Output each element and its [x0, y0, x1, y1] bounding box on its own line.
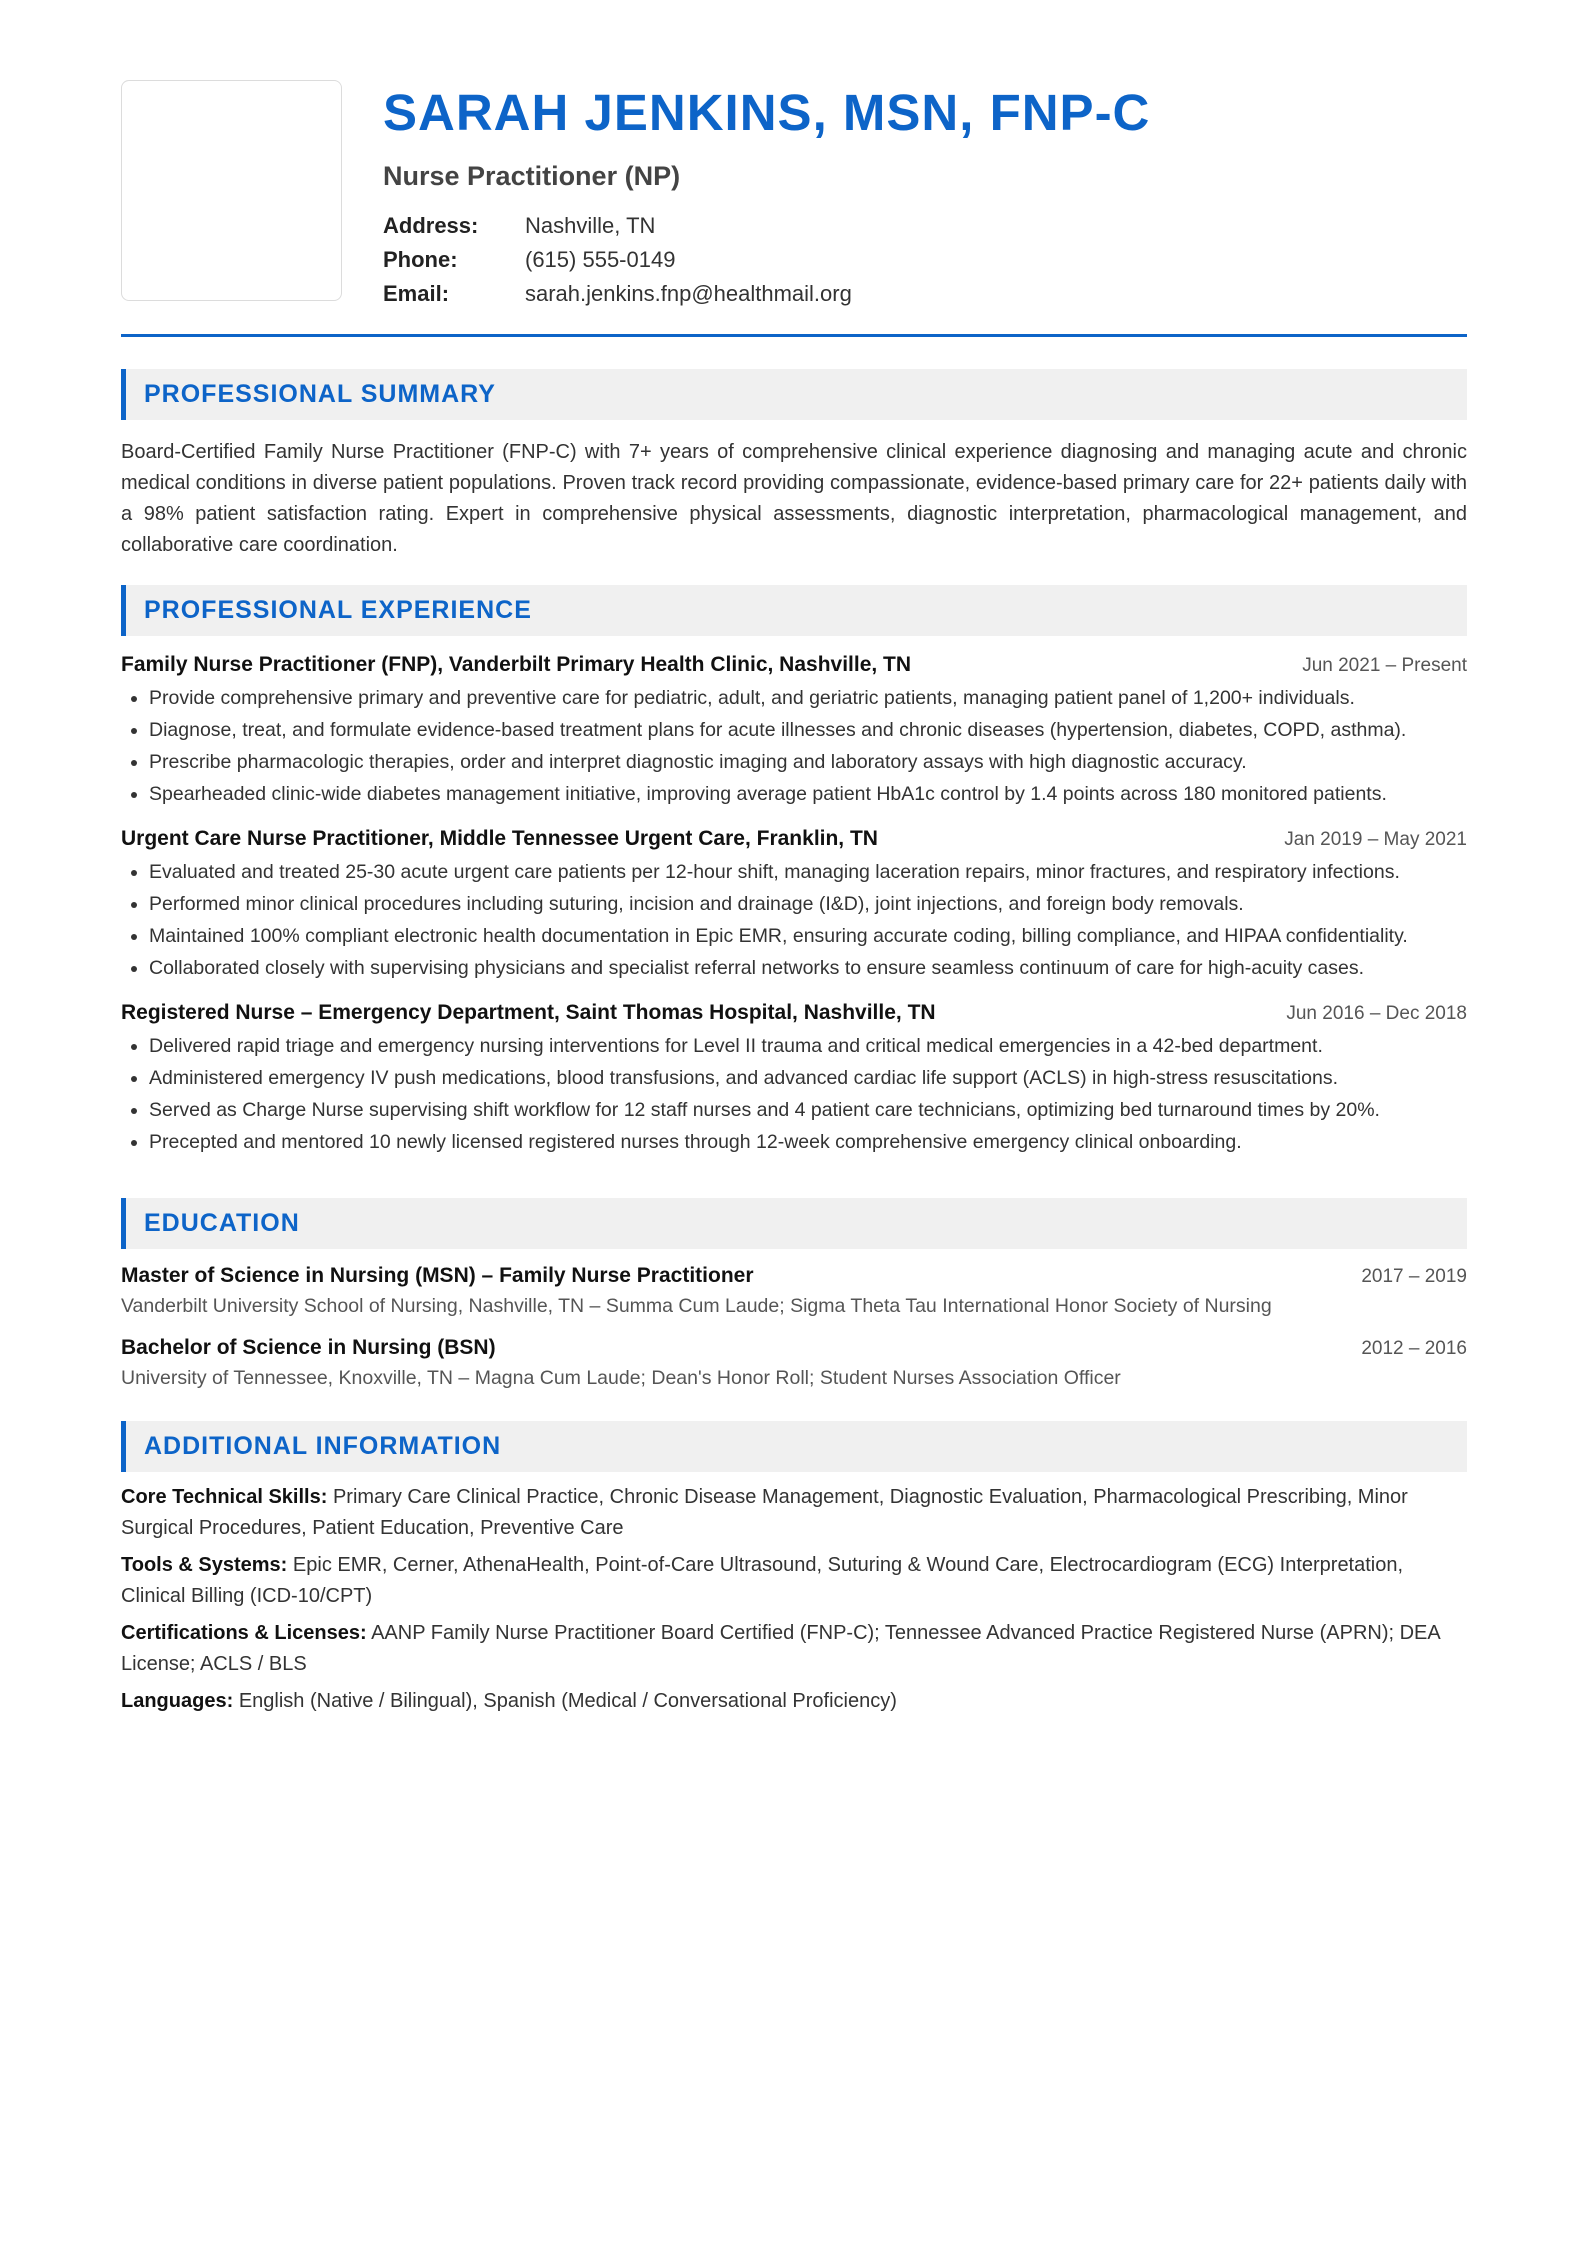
- contact-value: Nashville, TN: [525, 213, 656, 238]
- info-item: [121, 1618, 1467, 1680]
- summary-section: [121, 369, 1467, 561]
- contact-address: [383, 209, 1467, 243]
- job-dates: Jan 2019 – May 2021: [1284, 829, 1467, 850]
- job-title: Urgent Care Nurse Practitioner, Middle Tennessee Urgent Care, Franklin, TN: [121, 827, 878, 850]
- job-title: Family Nurse Practitioner (FNP), Vanderbilt Primary Health Clinic, Nashville, TN: [121, 653, 912, 676]
- job-title: Registered Nurse – Emergency Department, Saint Thomas Hospital, Nashville, TN: [121, 1001, 936, 1024]
- summary-text: Board-Certified Family Nurse Practitioner (FNP-C) with 7+ years of comprehensive clinical experience diagnosing and managing acute and chronic medical conditions in diverse patient populations. Proven track record providing compassionate, evidence-based primary care for 22+ patients daily with a 98% patient satisfaction rating. Expert in comprehensive physical assessments, diagnostic interpretation, pharmacological management, and collaborative care coordination.: [121, 441, 1467, 556]
- info-label: Languages:: [121, 1690, 234, 1712]
- education-header: [121, 1333, 1467, 1363]
- job-dates: Jun 2016 – Dec 2018: [1286, 1003, 1467, 1024]
- section-title: EDUCATION: [144, 1209, 300, 1237]
- education-dates: 2017 – 2019: [1361, 1266, 1467, 1287]
- job-entry: [121, 650, 1467, 810]
- contact-phone: [383, 243, 1467, 277]
- experience-section: [121, 585, 1467, 1158]
- section-title: PROFESSIONAL SUMMARY: [144, 380, 496, 408]
- bullet-item: • Delivered rapid triage and emergency nursing interventions for Level II trauma and critical medical emergencies in a 42-bed department.: [149, 1030, 1467, 1062]
- contact-label: Phone:: [383, 247, 458, 272]
- header-divider: [121, 334, 1467, 337]
- section-header: [121, 1421, 1467, 1472]
- bullet-item: • Administered emergency IV push medications, blood transfusions, and advanced cardiac life support (ACLS) in high-stress resuscitations.: [149, 1062, 1467, 1094]
- info-item: [121, 1482, 1467, 1544]
- section-header: [121, 369, 1467, 420]
- section-title: PROFESSIONAL EXPERIENCE: [144, 596, 532, 624]
- additional-list: [121, 1482, 1467, 1717]
- info-label: Core Technical Skills:: [121, 1486, 328, 1508]
- job-header: [121, 998, 1467, 1028]
- profile-photo-placeholder: [121, 80, 342, 301]
- bullet-item: • Diagnose, treat, and formulate evidence-based treatment plans for acute illnesses and chronic diseases (hypertension, diabetes, COPD, asthma).: [149, 714, 1467, 746]
- bullet-item: • Provide comprehensive primary and preventive care for pediatric, adult, and geriatric patients, managing patient panel of 1,200+ individuals.: [149, 682, 1467, 714]
- info-value: Primary Care Clinical Practice, Chronic Disease Management, Diagnostic Evaluation, Pharmacological Prescribing, Minor Surgical Procedures, Patient Education, Preventive Care: [121, 1486, 1408, 1539]
- bullet-item: • Evaluated and treated 25-30 acute urgent care patients per 12-hour shift, managing laceration repairs, minor fractures, and respiratory infections.: [149, 856, 1467, 888]
- education-section: [121, 1198, 1467, 1393]
- info-label: Certifications & Licenses:: [121, 1622, 367, 1644]
- job-bullets: [121, 682, 1467, 810]
- contact-label: Address:: [383, 213, 479, 238]
- job-bullets: [121, 856, 1467, 984]
- info-value: AANP Family Nurse Practitioner Board Certified (FNP-C); Tennessee Advanced Practice Registered Nurse (APRN); DEA License; ACLS / BLS: [121, 1622, 1440, 1675]
- job-header: [121, 824, 1467, 854]
- degree-title: Bachelor of Science in Nursing (BSN): [121, 1336, 496, 1359]
- job-header: [121, 650, 1467, 680]
- bullet-item: • Served as Charge Nurse supervising shift workflow for 12 staff nurses and 4 patient care technicians, optimizing bed turnaround times by 20%.: [149, 1094, 1467, 1126]
- candidate-title: Nurse Practitioner (NP): [383, 161, 681, 191]
- education-dates: 2012 – 2016: [1361, 1338, 1467, 1359]
- info-item: [121, 1550, 1467, 1612]
- education-detail: University of Tennessee, Knoxville, TN – Magna Cum Laude; Dean's Honor Roll; Student Nurses Association Officer: [121, 1367, 1121, 1389]
- contact-label: Email:: [383, 281, 450, 306]
- bullet-item: • Collaborated closely with supervising physicians and specialist referral networks to ensure seamless continuum of care for high-acuity cases.: [149, 952, 1467, 984]
- job-entry: [121, 824, 1467, 984]
- contact-email: [383, 277, 1467, 311]
- section-title: ADDITIONAL INFORMATION: [144, 1432, 502, 1460]
- additional-section: [121, 1421, 1467, 1717]
- degree-title: Master of Science in Nursing (MSN) – Family Nurse Practitioner: [121, 1264, 754, 1287]
- info-item: [121, 1686, 1467, 1717]
- bullet-item: • Spearheaded clinic-wide diabetes management initiative, improving average patient HbA1c control by 1.4 points across 180 monitored patients.: [149, 778, 1467, 810]
- candidate-name: SARAH JENKINS, MSN, FNP-C: [383, 84, 1151, 141]
- bullet-item: • Prescribe pharmacologic therapies, order and interpret diagnostic imaging and laboratory assays with high diagnostic accuracy.: [149, 746, 1467, 778]
- bullet-item: • Maintained 100% compliant electronic health documentation in Epic EMR, ensuring accurate coding, billing compliance, and HIPAA confidentiality.: [149, 920, 1467, 952]
- job-dates: Jun 2021 – Present: [1302, 655, 1467, 676]
- info-label: Tools & Systems:: [121, 1554, 288, 1576]
- contact-value: sarah.jenkins.fnp@healthmail.org: [525, 281, 852, 306]
- contact-info: [383, 209, 1467, 311]
- info-value: English (Native / Bilingual), Spanish (Medical / Conversational Proficiency): [238, 1690, 897, 1712]
- job-bullets: [121, 1030, 1467, 1158]
- job-entry: [121, 998, 1467, 1158]
- contact-value: (615) 555-0149: [525, 247, 676, 272]
- education-header: [121, 1261, 1467, 1291]
- section-header: [121, 585, 1467, 636]
- education-entry: [121, 1333, 1467, 1393]
- education-entry: [121, 1261, 1467, 1321]
- header-text: [383, 82, 1467, 311]
- education-detail: Vanderbilt University School of Nursing, Nashville, TN – Summa Cum Laude; Sigma Theta Tau International Honor Society of Nursing: [121, 1295, 1272, 1317]
- section-header: [121, 1198, 1467, 1249]
- info-value: Epic EMR, Cerner, AthenaHealth, Point-of-Care Ultrasound, Suturing & Wound Care, Electrocardiogram (ECG) Interpretation, Clinical Billing (ICD-10/CPT): [121, 1554, 1404, 1607]
- resume-header: [121, 0, 1467, 337]
- bullet-item: • Performed minor clinical procedures including suturing, incision and drainage (I&D), joint injections, and foreign body removals.: [149, 888, 1467, 920]
- bullet-item: • Precepted and mentored 10 newly licensed registered nurses through 12-week comprehensive emergency clinical onboarding.: [149, 1126, 1467, 1158]
